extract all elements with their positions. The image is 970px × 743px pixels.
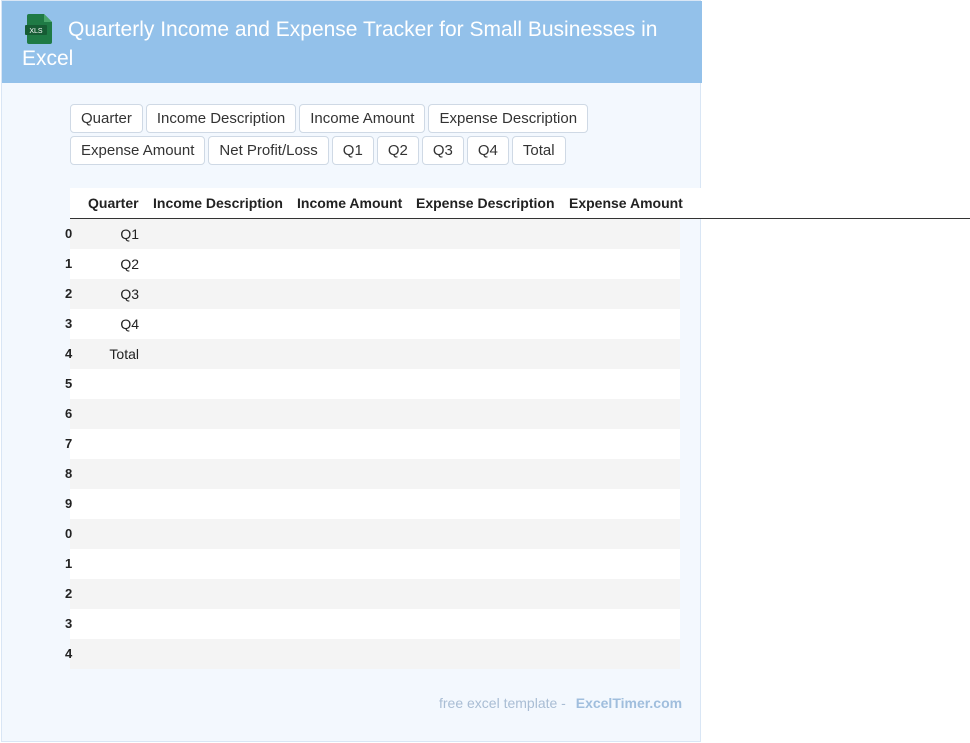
column-chip[interactable]: Quarter	[70, 104, 143, 133]
row-index: 1	[65, 556, 73, 571]
table-row	[65, 609, 680, 639]
table-row	[65, 489, 680, 519]
quarter-cell: Q1	[120, 226, 139, 242]
row-index: 5	[65, 376, 73, 391]
logo-label: XLS	[29, 28, 43, 35]
row-index: 4	[65, 346, 73, 361]
table-row	[65, 549, 680, 579]
column-header: Quarter	[88, 195, 139, 211]
table-row	[65, 639, 680, 669]
row-index: 0	[65, 526, 73, 541]
column-chip-list	[70, 104, 630, 168]
column-chip[interactable]: Q1	[332, 136, 374, 165]
column-chip[interactable]: Net Profit/Loss	[208, 136, 328, 165]
quarter-cell: Q4	[120, 316, 139, 332]
row-index: 9	[65, 496, 73, 511]
row-index: 7	[65, 436, 73, 451]
table-row	[65, 519, 680, 549]
table-row	[65, 399, 680, 429]
footer-text: free excel template -	[439, 695, 566, 711]
row-index: 6	[65, 406, 73, 421]
data-table	[65, 188, 683, 669]
table-header-row	[70, 188, 970, 219]
table-row	[65, 339, 680, 369]
table-row	[65, 249, 680, 279]
column-chip[interactable]: Q3	[422, 136, 464, 165]
column-header: Income Description	[153, 195, 283, 211]
row-index: 1	[65, 256, 73, 271]
page-header	[2, 1, 702, 83]
column-chip[interactable]: Expense Amount	[70, 136, 205, 165]
row-index: 0	[65, 226, 73, 241]
column-header: Expense Amount	[569, 195, 683, 211]
footer-brand-link[interactable]: ExcelTimer.com	[575, 695, 683, 711]
row-index: 3	[65, 616, 73, 631]
column-chip[interactable]: Income Description	[146, 104, 296, 133]
row-index: 2	[65, 286, 73, 301]
quarter-cell: Q2	[120, 256, 139, 272]
table-row	[65, 369, 680, 399]
row-index: 3	[65, 316, 73, 331]
table-row	[65, 279, 680, 309]
table-row	[65, 219, 680, 249]
table-row	[65, 309, 680, 339]
column-chip[interactable]: Total	[512, 136, 566, 165]
column-chip[interactable]: Q4	[467, 136, 509, 165]
column-chip[interactable]: Income Amount	[299, 104, 425, 133]
page-title: Quarterly Income and Expense Tracker for Small Businesses in Excel	[22, 18, 658, 70]
quarter-cell: Total	[109, 346, 139, 362]
column-header: Income Amount	[297, 195, 403, 211]
table-row	[65, 429, 680, 459]
row-index: 2	[65, 586, 73, 601]
row-index: 4	[65, 646, 73, 661]
table-row	[65, 459, 680, 489]
row-index: 8	[65, 466, 73, 481]
column-chip[interactable]: Q2	[377, 136, 419, 165]
table-row	[65, 579, 680, 609]
quarter-cell: Q3	[120, 286, 139, 302]
column-header: Expense Description	[416, 195, 555, 211]
template-card	[1, 0, 701, 742]
column-chip[interactable]: Expense Description	[428, 104, 588, 133]
footer	[439, 695, 682, 711]
